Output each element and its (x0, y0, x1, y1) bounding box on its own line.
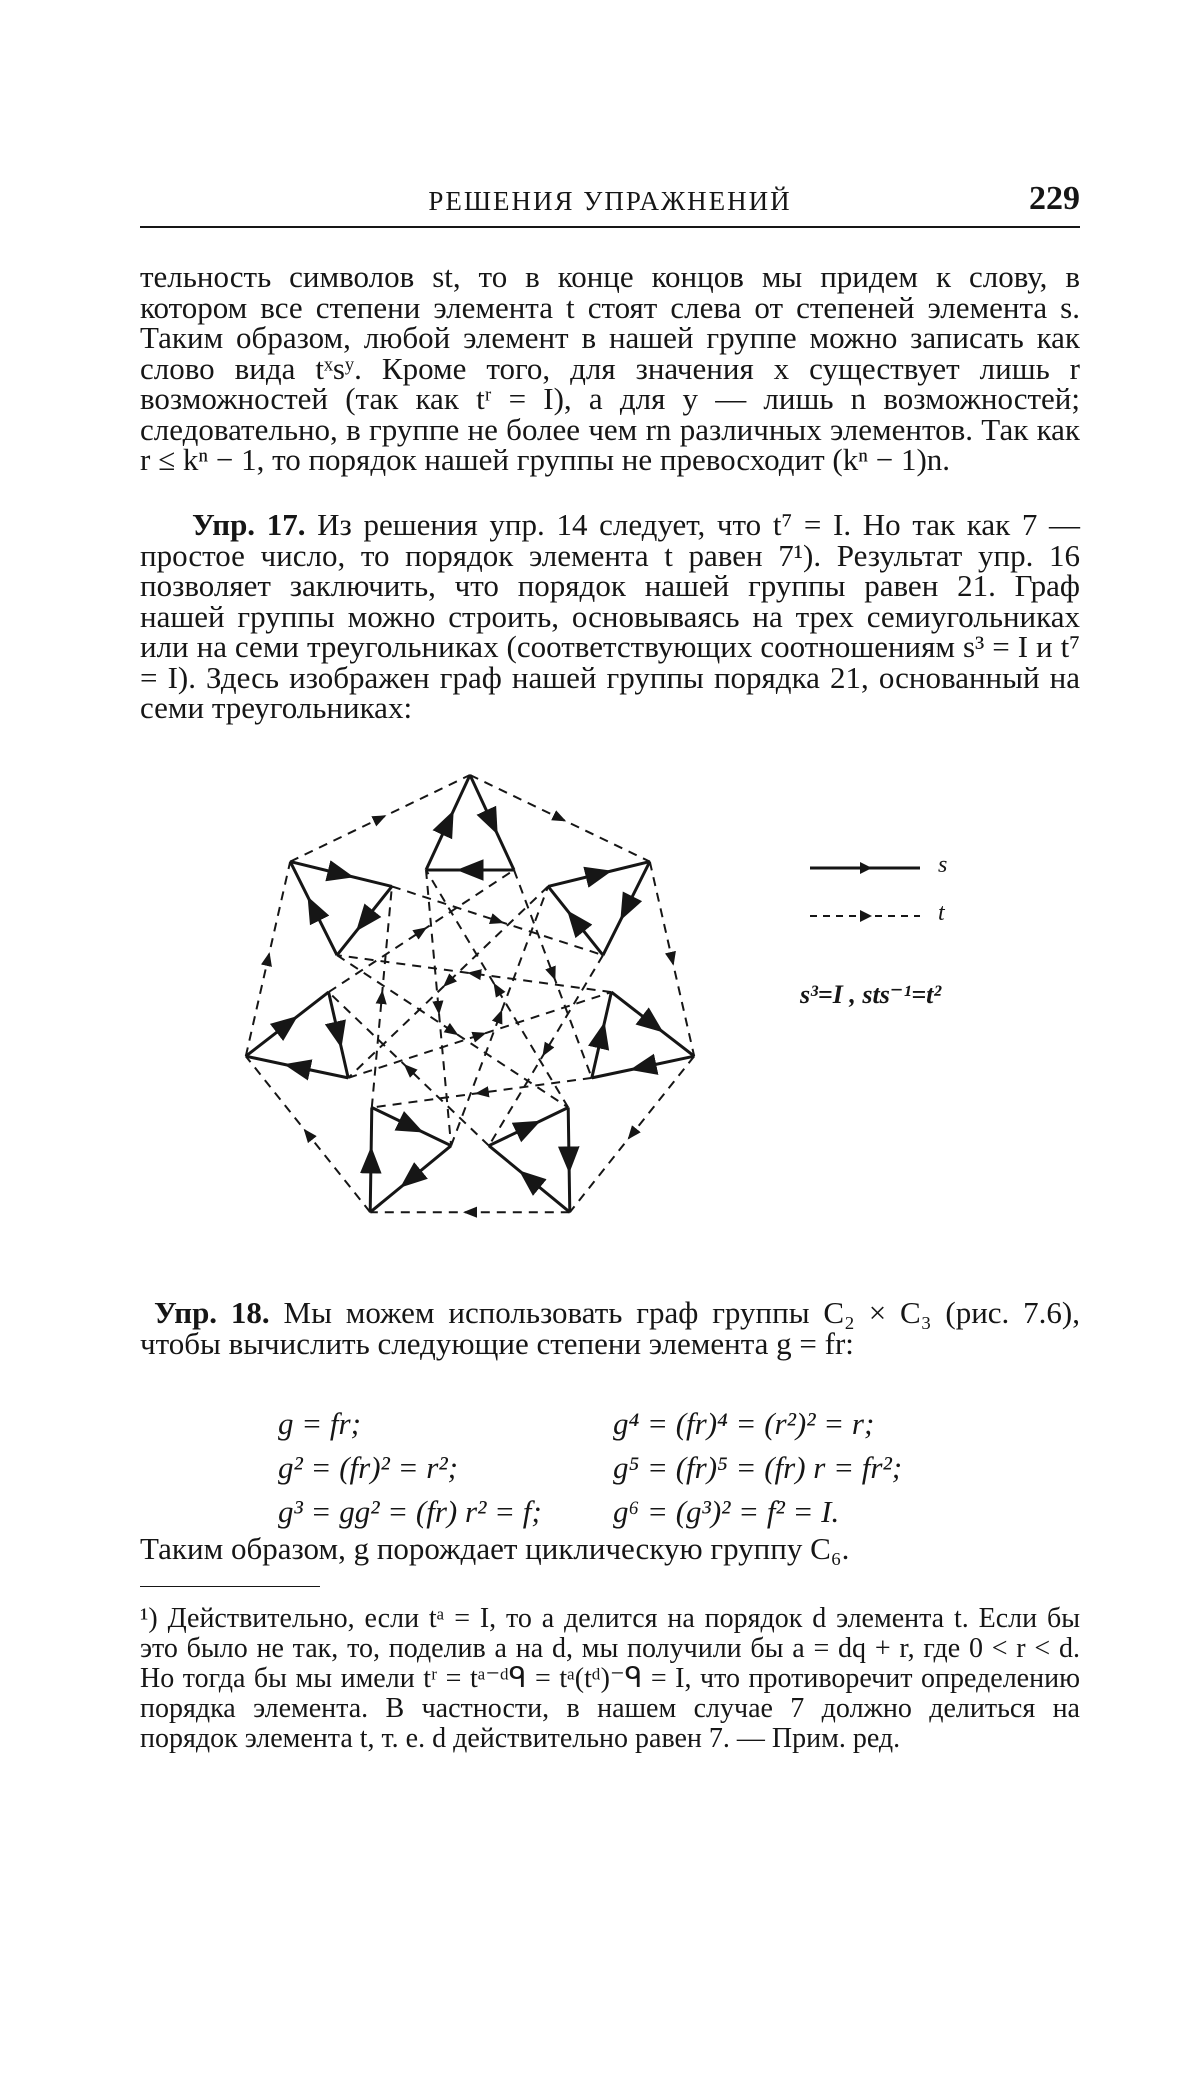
legend-lines (800, 850, 1030, 970)
t-edge (372, 886, 392, 1107)
paragraph-continuation: тельность символов st, то в конце концов мы придем к слову, в котором все степени элемента t стоят слева от степеней элемента s. Таким образом, любой элемент в нашей группе можно записать как слово вида tˣsʸ. Кроме того, для значения x существует лишь r возможностей (так как tʳ = I), а для y — лишь n возможностей; следовательно, в группе не более чем rn различных элементов. Так как r ≤ kⁿ − 1, то порядок нашей группы не превосходит (kⁿ − 1)n. (140, 259, 1080, 477)
running-title: РЕШЕНИЯ УПРАЖНЕНИЙ (428, 186, 792, 216)
edges-t (246, 775, 694, 1212)
t-edge (514, 870, 592, 1078)
exercise-18-text: Мы можем использовать граф группы C₂ × C₃ (рис. 7.6), чтобы вычислить следующие степени элемента g = fr: (140, 1295, 1080, 1361)
s-edge (568, 1108, 570, 1213)
footnote: ¹) Действительно, если tᵃ = I, то a делится на порядок d элемента t. Если бы это было не так, то, поделив a на d, мы получили бы a = dq + r, где 0 < r < d. Но тогда бы мы имели tʳ = tᵃ⁻ᵈᑫ = tᵃ(tᵈ)⁻ᑫ = I, что противоречит определению порядка элемента. В частности, в нашем случае 7 должно делиться на порядок элемента t, т. е. d действительно равен 7. — Прим. ред. (140, 1603, 1081, 1754)
legend-s-arrow-icon (860, 862, 872, 874)
t-edge (290, 775, 470, 862)
s-edge (426, 775, 470, 870)
s-edge (370, 1146, 451, 1213)
t-edge (246, 1056, 370, 1212)
header-rule (140, 226, 1080, 228)
conclusion: Таким образом, g порождает циклическую группу C₆. (140, 1531, 850, 1566)
t-edge (470, 775, 650, 862)
t-edge (348, 992, 611, 1078)
s-edge (372, 1108, 451, 1146)
page-number: 229 (1029, 180, 1080, 217)
s-edge (290, 862, 337, 956)
figure-legend (800, 850, 1030, 1030)
s-edge (548, 862, 650, 887)
t-edge (426, 870, 451, 1146)
exercise-17-text: Из решения упр. 14 следует, что t⁷ = I. Но так как 7 — простое число, то порядок элемента t равен 7¹). Результат упр. 16 позволяет заключить, что порядок нашей группы равен 21. Граф нашей группы можно строить, основываясь на трех семиугольниках или на семи треугольниках (соответствующих соотношениям s³ = I и t⁷ = I). Здесь изображен граф нашей группы порядка 21, основанный на семи треугольниках: (140, 507, 1080, 725)
page-header (140, 180, 1080, 230)
s-edge (603, 862, 650, 956)
s-edge (370, 1108, 372, 1213)
s-edge (489, 1146, 570, 1213)
equation: g⁶ = (g³)² = f² = I. (613, 1494, 840, 1529)
equation-row (278, 1450, 978, 1494)
equation: g = fr; (278, 1406, 361, 1441)
s-edge (470, 775, 514, 870)
equation: g³ = gg² = (fr) r² = f; (278, 1494, 542, 1529)
exercise-18-label: Упр. 18. (154, 1295, 270, 1330)
equation-row (278, 1406, 978, 1450)
legend-t-label: t (938, 900, 945, 926)
exercise-17-label: Упр. 17. (192, 507, 306, 542)
group-graph-figure (210, 760, 730, 1250)
s-edge (337, 886, 392, 955)
t-edge (426, 870, 568, 1108)
equation: g² = (fr)² = r²; (278, 1450, 458, 1485)
equation: g⁴ = (fr)⁴ = (r²)² = r; (613, 1406, 875, 1441)
s-edge (592, 992, 612, 1078)
triangles-s (246, 775, 694, 1212)
equations-block (278, 1406, 978, 1538)
legend-relations: s³=I , sts⁻¹=t² (800, 980, 942, 1009)
s-edge (329, 992, 349, 1078)
s-edge (611, 992, 694, 1056)
footnote-rule (140, 1586, 320, 1587)
legend-t-arrow-icon (860, 910, 872, 922)
t-edge (451, 886, 548, 1145)
t-edge (337, 955, 611, 992)
t-edge (392, 886, 603, 955)
s-edge (290, 862, 392, 887)
exercise-18 (140, 1295, 1080, 1361)
exercise-17 (140, 507, 1080, 725)
legend-s-label: s (938, 852, 948, 878)
equation: g⁵ = (fr)⁵ = (fr) r = fr²; (613, 1450, 903, 1485)
s-edge (246, 1056, 348, 1078)
t-edge (329, 992, 489, 1146)
s-edge (548, 886, 603, 955)
t-edge (570, 1056, 694, 1212)
